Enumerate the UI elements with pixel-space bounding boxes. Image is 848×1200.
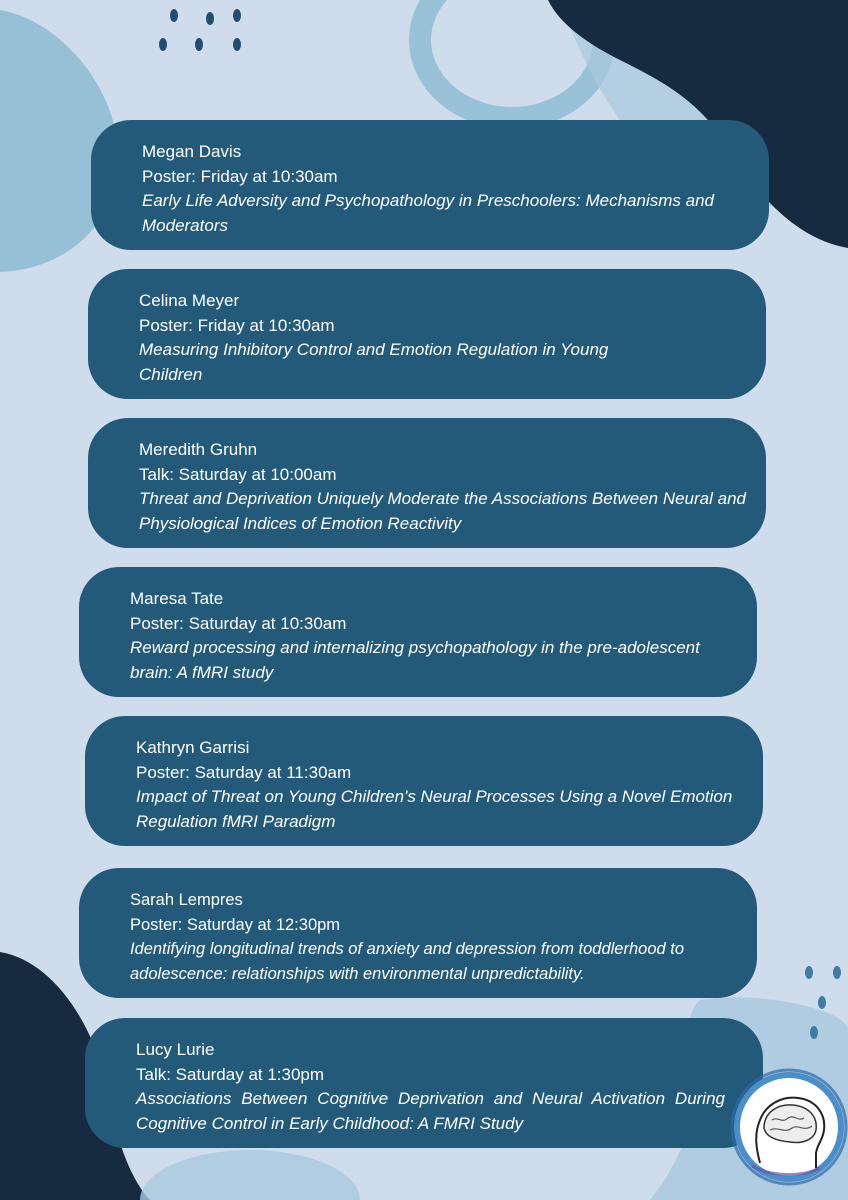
presentation-title: Threat and Deprivation Uniquely Moderate the Associations Between Neural and Physiological Indices of Emotion Reactivity xyxy=(139,489,746,533)
presentation-title: Early Life Adversity and Psychopathology in Preschoolers: Mechanisms and Moderators xyxy=(142,191,714,235)
presentation-card xyxy=(88,418,766,548)
bottom-light-blob xyxy=(140,1150,360,1200)
presenter-name: Meredith Gruhn xyxy=(139,440,258,459)
presenter-name: Celina Meyer xyxy=(139,291,240,310)
session-time: Poster: Friday at 10:30am xyxy=(139,315,335,335)
presentation-title: Impact of Threat on Young Children's Neural Processes Using a Novel Emotion Regulation fMRI Paradigm xyxy=(136,787,733,831)
presentation-card xyxy=(91,120,769,250)
session-time: Poster: Saturday at 10:30am xyxy=(130,613,347,633)
presentation-card xyxy=(85,716,763,846)
session-time: Poster: Friday at 10:30am xyxy=(142,166,338,186)
presentation-title: Reward processing and internalizing psychopathology in the pre-adolescent brain: A fMRI study xyxy=(130,638,700,682)
presentation-card xyxy=(88,269,766,399)
session-time: Poster: Saturday at 11:30am xyxy=(136,762,352,782)
session-time: Poster: Saturday at 12:30pm xyxy=(130,915,341,934)
presenter-name: Megan Davis xyxy=(142,142,242,161)
brain-logo-icon xyxy=(730,1068,848,1186)
presenter-name: Sarah Lempres xyxy=(130,891,243,909)
presentation-card xyxy=(79,567,757,697)
presentation-card xyxy=(79,868,757,998)
presentation-title: Identifying longitudinal trends of anxiety and depression from toddlerhood to adolescence: relationships with environmental unpredictability. xyxy=(130,940,685,983)
presenter-name: Maresa Tate xyxy=(130,589,224,608)
session-time: Talk: Saturday at 10:00am xyxy=(139,464,337,484)
session-time: Talk: Saturday at 1:30pm xyxy=(136,1064,325,1084)
presenter-name: Lucy Lurie xyxy=(136,1040,215,1059)
presentation-card xyxy=(85,1018,763,1148)
presentation-title: Associations Between Cognitive Deprivation and Neural Activation During Cognitive Control in Early Childhood: A FMRI Study xyxy=(136,1089,725,1133)
presenter-name: Kathryn Garrisi xyxy=(136,738,250,757)
presentation-title: Measuring Inhibitory Control and Emotion Regulation in Young Children xyxy=(139,340,609,384)
